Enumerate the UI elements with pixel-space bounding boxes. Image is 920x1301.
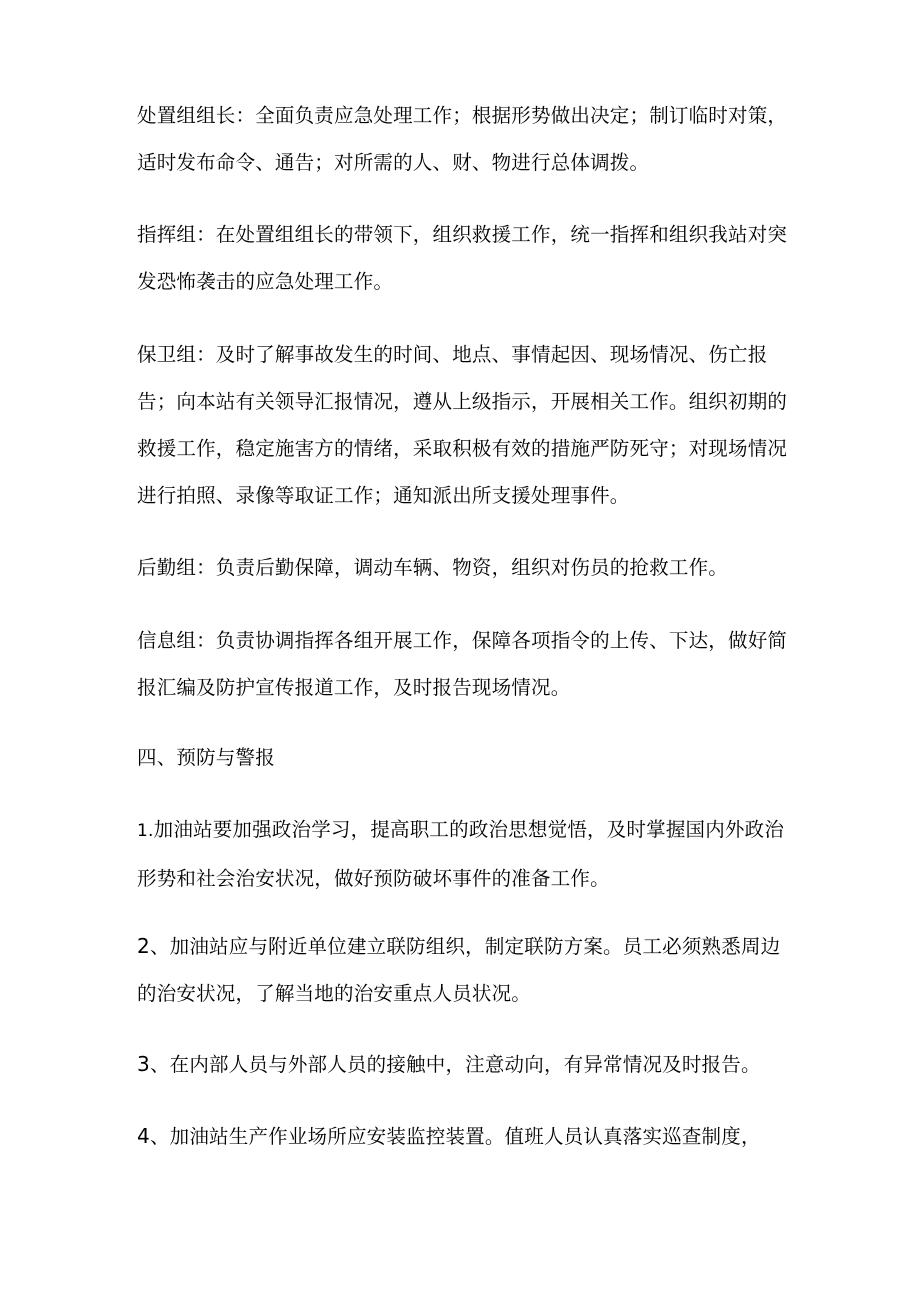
list-item-4 <box>137 1113 797 1160</box>
list-item-number: 4 <box>137 1124 150 1148</box>
list-item-2 <box>137 923 797 1017</box>
section-heading-prevention-warning: 四、预防与警报 <box>137 746 275 769</box>
list-item-text: 加油站要加强政治学习，提高职工的政治思想觉悟，及时掌握国内外政治形势和社会治安状况，做好预防破坏事件的准备工作。 <box>137 818 785 890</box>
paragraph-logistics-group: 后勤组：负责后勤保障，调动车辆、物资，组织对伤员的抢救工作。 <box>137 556 729 579</box>
list-item-text: 、在内部人员与外部人员的接触中，注意动向，有异常情况及时报告。 <box>149 1053 761 1076</box>
list-item-text: 、加油站应与附近单位建立联防组织，制定联防方案。员工必须熟悉周边的治安状况，了解当地的治安重点人员状况。 <box>137 935 781 1005</box>
paragraph-information-group: 信息组：负责协调指挥各组开展工作，保障各项指令的上传、下达，做好简报汇编及防护宣传报道工作，及时报告现场情况。 <box>137 629 788 699</box>
paragraph-command-group: 指挥组：在处置组组长的带领下，组织救援工作，统一指挥和组织我站对突发恐怖袭击的应急处理工作。 <box>137 223 788 293</box>
list-item-number: 1. <box>137 821 154 841</box>
list-item-text: 、加油站生产作业场所应安装监控装置。值班人员认真落实巡查制度， <box>149 1125 761 1148</box>
list-item-1 <box>137 806 797 902</box>
list-item-number: 2 <box>137 934 150 958</box>
paragraph-security-group: 保卫组：及时了解事故发生的时间、地点、事情起因、现场情况、伤亡报告；向本站有关领导汇报情况，遵从上级指示，开展相关工作。组织初期的救援工作，稳定施害方的情绪，采取积极有效的措施严防死守；对现场情况进行拍照、录像等取证工作；通知派出所支援处理事件。 <box>137 343 788 507</box>
list-item-3 <box>137 1041 797 1088</box>
list-item-number: 3 <box>137 1052 150 1076</box>
paragraph-disposal-group-leader: 处置组组长：全面负责应急处理工作；根据形势做出决定；制订临时对策，适时发布命令、通告；对所需的人、财、物进行总体调拨。 <box>137 104 788 174</box>
